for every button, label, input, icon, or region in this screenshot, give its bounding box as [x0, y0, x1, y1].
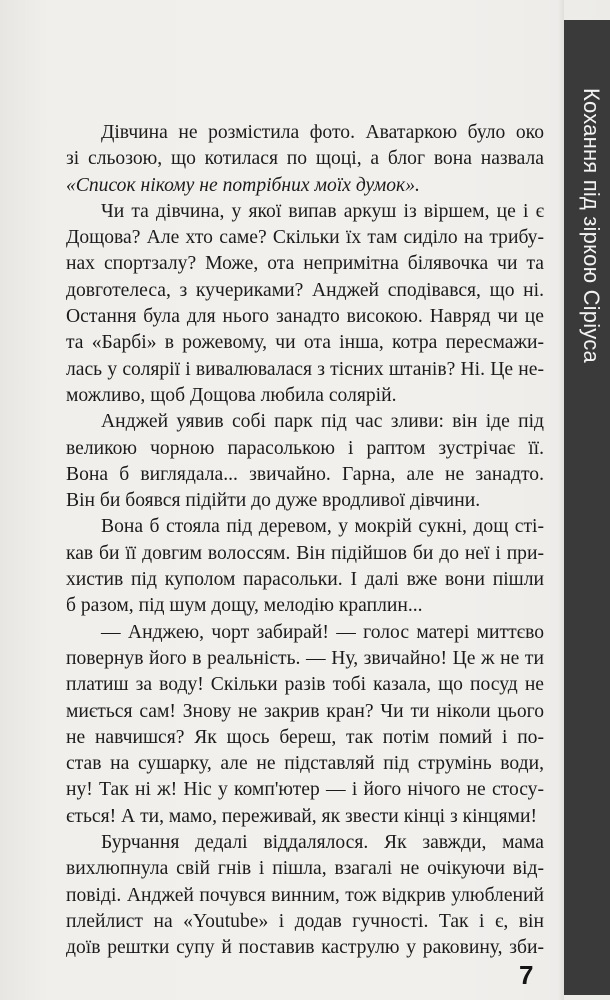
text-line: Вона б стояла під деревом, у мокрій сукні, дощ сті-: [101, 516, 544, 538]
text-line: Остання була для нього занадто високою. Навряд чи це: [66, 306, 544, 328]
text-line: Анджей уявив собі парк під час зливи: він іде під: [101, 411, 544, 433]
text-line: лась у солярії і вивалювалася з тісних штанів? Ні. Це не-: [66, 358, 544, 380]
text-line: повернув його в реальність. — Ну, звичайно! Це ж не ти: [66, 647, 544, 669]
text-line: та «Барбі» в рожевому, чи ота інша, котра пересмажи-: [66, 332, 544, 354]
text-line: Чи та дівчина, у якої випав аркуш із віршем, це і є: [101, 200, 544, 222]
text-line: Вона б виглядала... звичайно. Гарна, але не занадто.: [66, 463, 544, 485]
text-line: ну! Так ні ж! Ніс у комп'ютер — і його нічого не стосу-: [66, 779, 544, 801]
text-line: Бурчання дедалі віддалялося. Як завжди, мама: [101, 832, 544, 854]
text-line: платиш за воду! Скільки разів тобі казала, що посуд не: [66, 674, 544, 696]
paragraph: [66, 830, 544, 961]
text-line: став на сушарку, але не підставляй під струмінь води,: [66, 753, 544, 775]
text-line: миється сам! Знову не закрив кран? Чи ти ніколи цього: [66, 700, 544, 722]
running-head-title: Кохання під зіркою Сіріуса: [579, 88, 604, 363]
text-line: нах спортзалу? Може, ота непримітна білявочка чи та: [66, 253, 544, 275]
paragraph: [66, 120, 544, 199]
text-line: — Анджею, чорт забирай! — голос матері миттєво: [101, 621, 544, 643]
text-line: зі сльозою, що котилася по щоці, а блог вона назвала: [66, 148, 544, 170]
body-text: [66, 120, 544, 962]
text-line: плейлист на «Youtube» і додав гучності. Так і є, він: [66, 910, 544, 932]
paragraph: [66, 620, 544, 830]
text-line: хистив під куполом парасольки. І далі вже вони пішли: [66, 569, 544, 591]
text-line: повіді. Анджей почувся винним, тож відкрив улюблений: [66, 884, 544, 906]
paragraph: [66, 409, 544, 514]
text-line: не навчишся? Як щось береш, так потім помий і по-: [66, 726, 544, 748]
text-line: б разом, під шум дощу, мелодію краплин...: [66, 595, 423, 617]
paragraph: [66, 514, 544, 619]
text-line: Дощова? Але хто саме? Скільки їх там сиділо на трибу-: [66, 227, 544, 249]
paragraph: [66, 199, 544, 409]
text-line: великою чорною парасолькою і раптом зустрічає її.: [66, 437, 544, 459]
text-line: Він би боявся підійти до дуже вродливої дівчини.: [66, 490, 481, 512]
page-number: 7: [519, 960, 534, 990]
text-line: кав би її довгим волоссям. Він підійшов би до неї і при-: [66, 542, 544, 564]
text-line: довготелеса, з кучериками? Анджей сподівався, що ні.: [66, 279, 544, 301]
text-line: доїв рештки супу й поставив каструлю у раковину, зби-: [66, 937, 544, 959]
text-line: Дівчина не розмістила фото. Аватаркою було око: [101, 122, 544, 143]
text-line: вихлюпнула свій гнів і пішла, взагалі не очікуючи від-: [66, 858, 544, 880]
text-line-italic: «Список нікому не потрібних моїх думок».: [66, 174, 420, 196]
text-line: можливо, щоб Дощова любила солярій.: [66, 384, 397, 406]
text-line: ється! А ти, мамо, переживай, як звести кінці з кінцями!: [66, 805, 537, 827]
